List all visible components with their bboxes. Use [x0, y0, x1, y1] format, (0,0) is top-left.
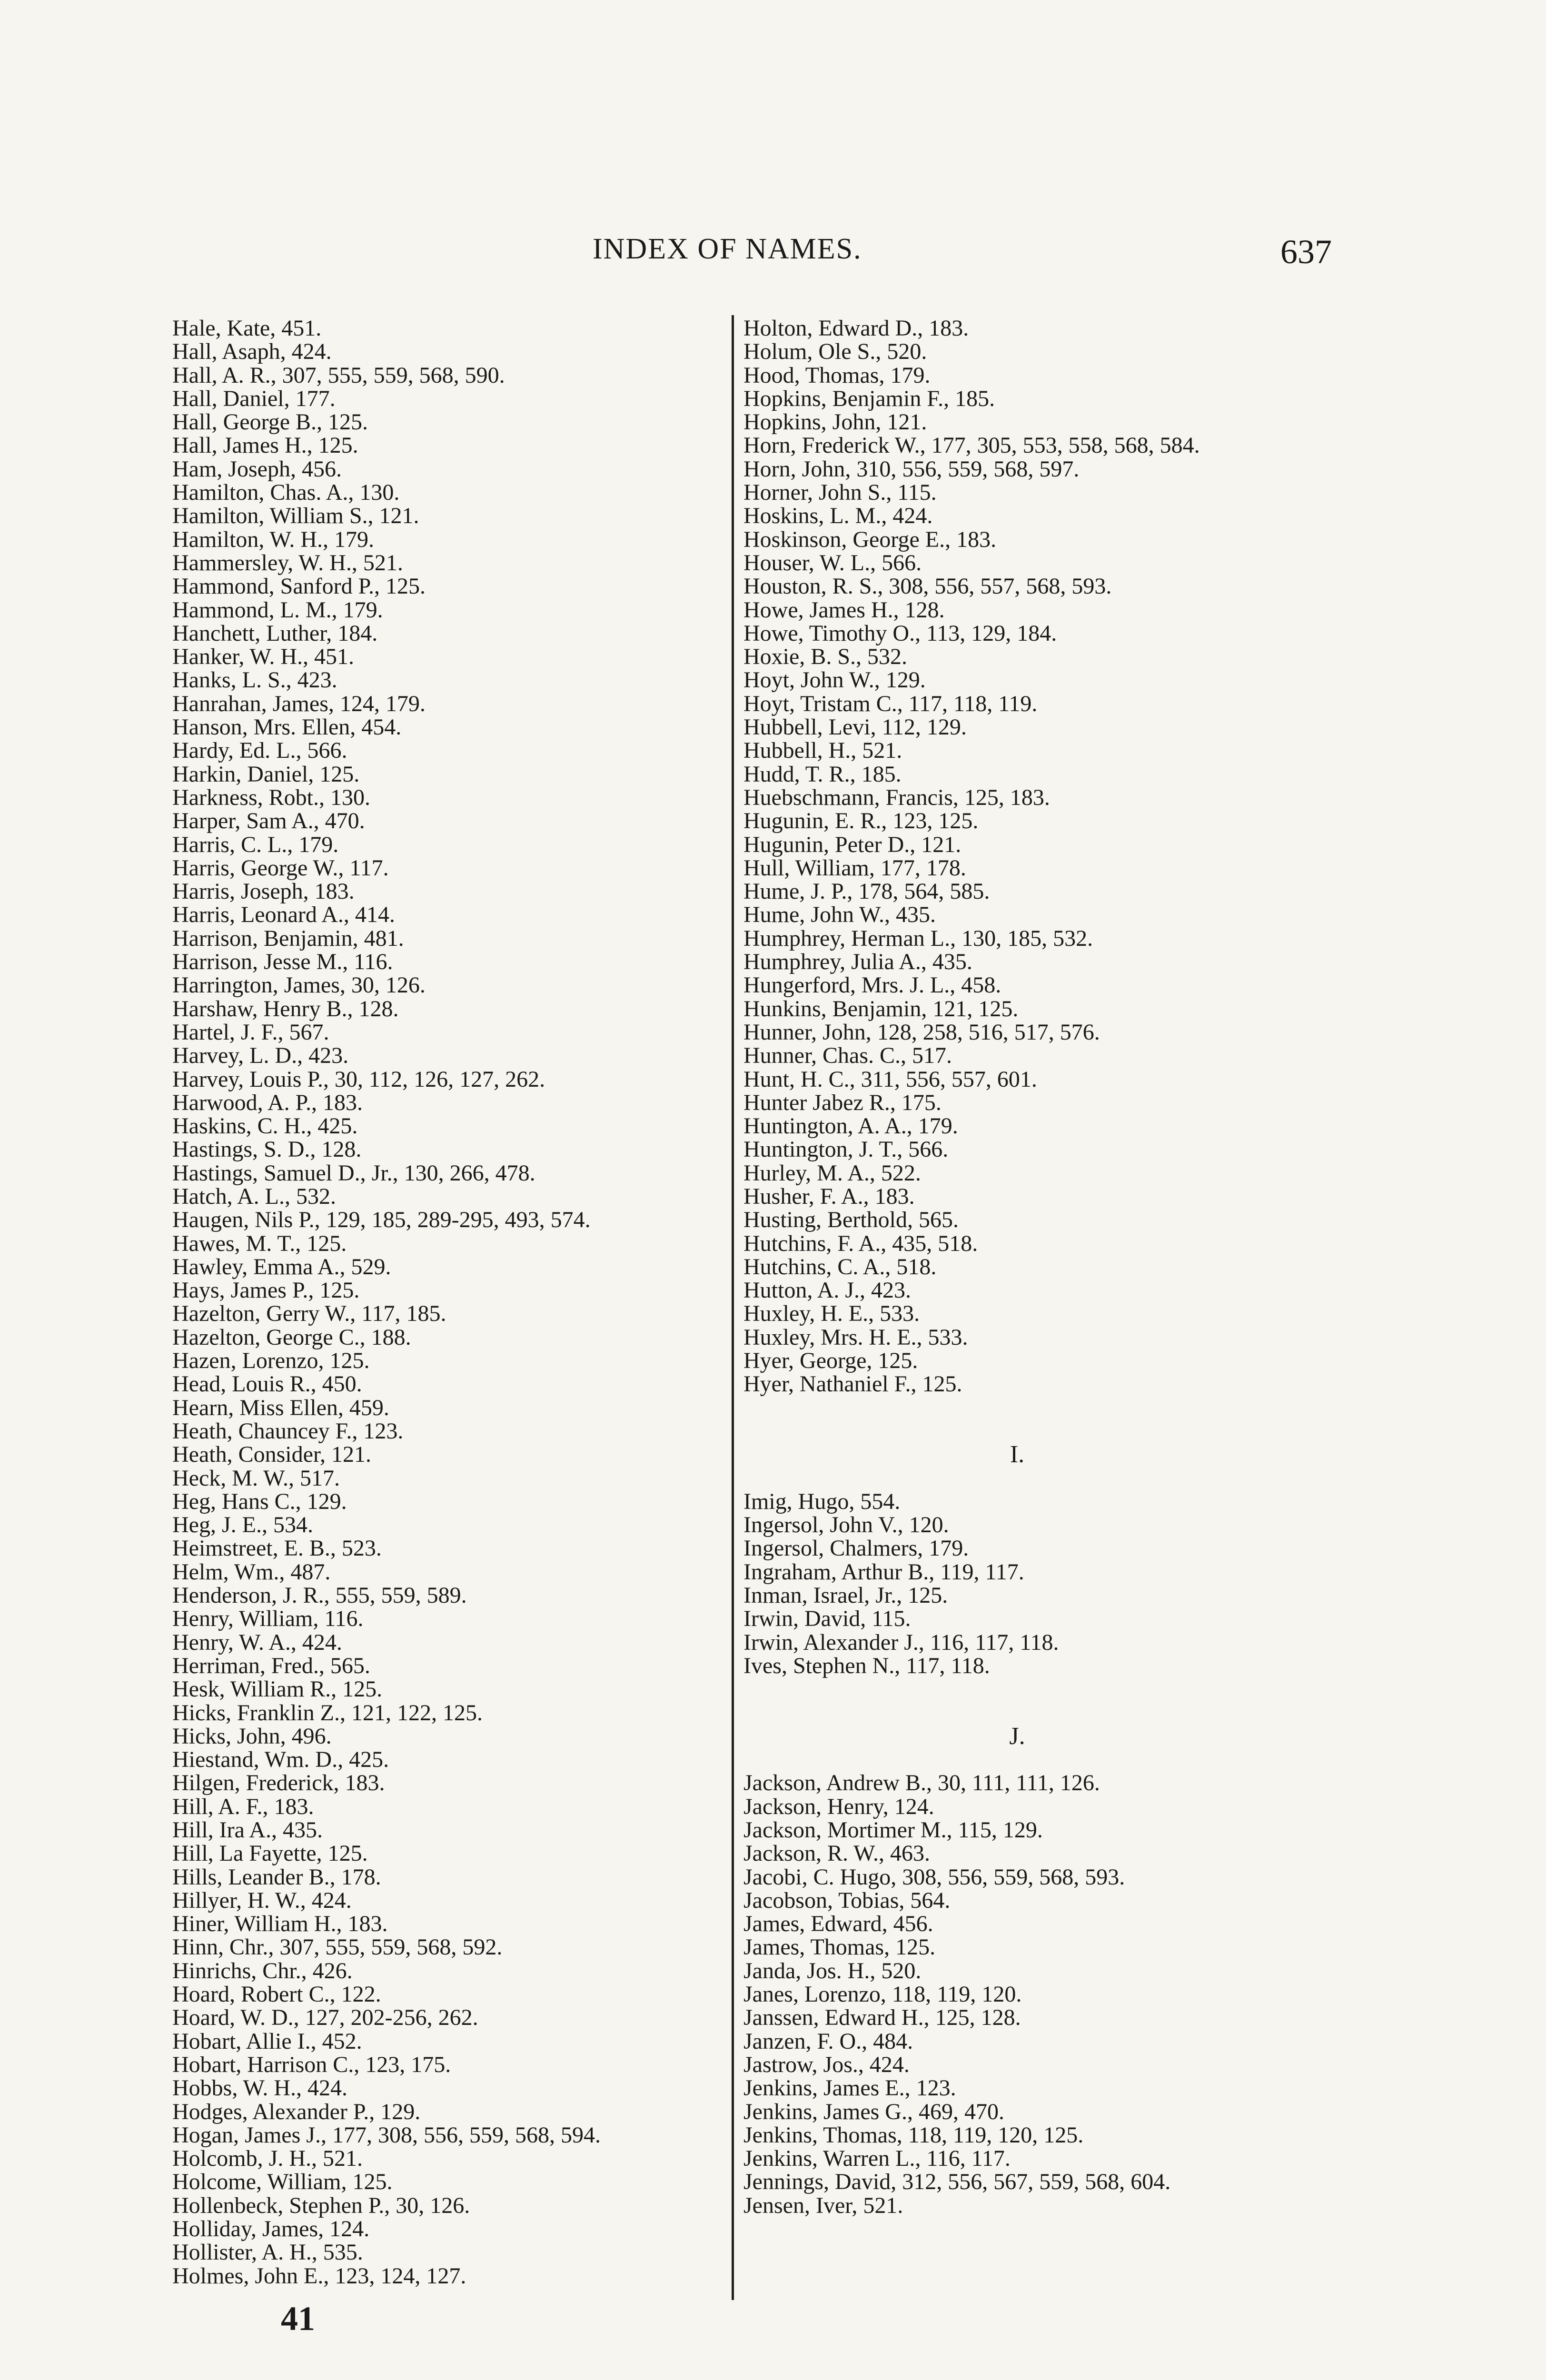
index-entry: Irwin, Alexander J., 116, 117, 118.: [743, 1629, 1059, 1655]
index-entry: Huxley, Mrs. H. E., 533.: [743, 1324, 968, 1350]
index-entry: Husting, Berthold, 565.: [743, 1207, 959, 1233]
index-entry: Huntington, J. T., 566.: [743, 1137, 949, 1162]
index-entry: Heg, Hans C., 129.: [172, 1488, 347, 1514]
index-entry: Hodges, Alexander P., 129.: [172, 2099, 421, 2124]
index-entry: Hillyer, H. W., 424.: [172, 1887, 352, 1913]
index-entry: Harper, Sam A., 470.: [172, 808, 365, 834]
index-entry: Hunkins, Benjamin, 121, 125.: [743, 996, 1019, 1021]
index-entry: Holum, Ole S., 520.: [743, 339, 927, 365]
index-entry: Ingraham, Arthur B., 119, 117.: [743, 1559, 1024, 1585]
index-entry: Hill, A. F., 183.: [172, 1794, 314, 1819]
index-entry: Humphrey, Julia A., 435.: [743, 949, 972, 975]
index-entry: Huebschmann, Francis, 125, 183.: [743, 784, 1050, 810]
index-entry: Heg, J. E., 534.: [172, 1512, 313, 1538]
index-entry: Hicks, Franklin Z., 121, 122, 125.: [172, 1700, 483, 1726]
index-entry: Hartel, J. F., 567.: [172, 1019, 329, 1045]
index-entry: Helm, Wm., 487.: [172, 1559, 331, 1585]
index-entry: Harwood, A. P., 183.: [172, 1090, 363, 1115]
left-column: [172, 317, 720, 2288]
index-entry: Hoxie, B. S., 532.: [743, 644, 908, 670]
index-entry: Hazen, Lorenzo, 125.: [172, 1348, 370, 1374]
index-entry: Harvey, L. D., 423.: [172, 1043, 349, 1069]
index-entry: Hood, Thomas, 179.: [743, 362, 931, 388]
index-entry: Horner, John S., 115.: [743, 480, 937, 506]
index-entry: Heck, M. W., 517.: [172, 1465, 340, 1491]
index-entry: Hutchins, C. A., 518.: [743, 1254, 937, 1279]
index-entry: Hoskinson, George E., 183.: [743, 526, 997, 552]
index-entry: Janzen, F. O., 484.: [743, 2028, 913, 2054]
index-entry: Harrison, Benjamin, 481.: [172, 925, 404, 951]
index-entry: Hunter Jabez R., 175.: [743, 1090, 941, 1115]
index-entry: Jenkins, James E., 123.: [743, 2075, 956, 2101]
index-entry: Hopkins, John, 121.: [743, 409, 927, 435]
index-entry: Holcomb, J. H., 521.: [172, 2146, 363, 2172]
index-entry: Harris, C. L., 179.: [172, 832, 339, 857]
index-entry: Holton, Edward D., 183.: [743, 316, 969, 341]
index-entry: Horn, John, 310, 556, 559, 568, 597.: [743, 456, 1080, 482]
index-entry: Hicks, John, 496.: [172, 1723, 332, 1749]
index-entry: Henry, William, 116.: [172, 1606, 364, 1632]
index-entry: Hugunin, E. R., 123, 125.: [743, 808, 979, 834]
index-entry: Howe, Timothy O., 113, 129, 184.: [743, 620, 1057, 646]
index-entry: James, Thomas, 125.: [743, 1934, 936, 1960]
index-entry: Jacobi, C. Hugo, 308, 556, 559, 568, 593.: [743, 1864, 1125, 1890]
index-entry: Hastings, S. D., 128.: [172, 1137, 362, 1162]
index-entry: Hoyt, Tristam C., 117, 118, 119.: [743, 691, 1038, 716]
index-entry: Hubbell, Levi, 112, 129.: [743, 714, 967, 740]
index-entry: Herriman, Fred., 565.: [172, 1653, 370, 1678]
index-entry: Hastings, Samuel D., Jr., 130, 266, 478.: [172, 1160, 535, 1186]
index-entry: Hubbell, H., 521.: [743, 738, 902, 764]
index-entry: Hurley, M. A., 522.: [743, 1160, 921, 1186]
index-entry: Hobart, Harrison C., 123, 175.: [172, 2052, 451, 2077]
index-entry: Hills, Leander B., 178.: [172, 1864, 381, 1890]
index-entry: Hunt, H. C., 311, 556, 557, 601.: [743, 1066, 1037, 1092]
index-entry: Hall, Daniel, 177.: [172, 386, 336, 411]
index-entry: Irwin, David, 115.: [743, 1606, 911, 1632]
index-entry: Jenkins, James G., 469, 470.: [743, 2099, 1004, 2124]
index-entry: Hinn, Chr., 307, 555, 559, 568, 592.: [172, 1934, 503, 1960]
index-entry: Hazelton, George C., 188.: [172, 1324, 411, 1350]
index-entry: Harris, Joseph, 183.: [172, 879, 355, 904]
index-entry: Jennings, David, 312, 556, 567, 559, 568, 604.: [743, 2169, 1171, 2195]
index-entry: Hoskins, L. M., 424.: [743, 503, 933, 529]
index-entry: Hungerford, Mrs. J. L., 458.: [743, 972, 1001, 998]
index-entry: Hammersley, W. H., 521.: [172, 550, 403, 575]
index-entry: Hamilton, William S., 121.: [172, 503, 419, 529]
index-entry: Holcome, William, 125.: [172, 2169, 393, 2195]
index-entry: Ingersol, John V., 120.: [743, 1512, 949, 1538]
index-entry: Hume, John W., 435.: [743, 902, 936, 928]
index-entry: Hoard, W. D., 127, 202-256, 262.: [172, 2005, 478, 2031]
index-entry: Henry, W. A., 424.: [172, 1629, 342, 1655]
index-entry: Hammond, L. M., 179.: [172, 597, 383, 623]
signature-mark: 41: [281, 2300, 315, 2338]
index-entry: Head, Louis R., 450.: [172, 1371, 362, 1397]
index-entry: Hutchins, F. A., 435, 518.: [743, 1230, 978, 1256]
index-entry: Ives, Stephen N., 117, 118.: [743, 1653, 990, 1678]
right-column: [743, 317, 1477, 2217]
section-spacer: [743, 1467, 1477, 1490]
index-entry: Hanchett, Luther, 184.: [172, 620, 378, 646]
index-entry: Hamilton, Chas. A., 130.: [172, 480, 400, 506]
index-entry: Hammond, Sanford P., 125.: [172, 574, 426, 599]
index-entry: Hamilton, W. H., 179.: [172, 526, 375, 552]
index-entry: Hawes, M. T., 125.: [172, 1230, 347, 1256]
index-entry: Hearn, Miss Ellen, 459.: [172, 1395, 389, 1420]
index-entry: Hall, George B., 125.: [172, 409, 368, 435]
index-entry: Harrington, James, 30, 126.: [172, 972, 426, 998]
index-entry: Hopkins, Benjamin F., 185.: [743, 386, 995, 411]
index-entry: Hill, La Fayette, 125.: [172, 1841, 368, 1866]
index-entry: Janda, Jos. H., 520.: [743, 1958, 922, 1983]
section-spacer: [743, 1748, 1477, 1771]
index-entry: Hanks, L. S., 423.: [172, 667, 337, 693]
column-divider: [732, 315, 734, 2300]
index-entry: Hollister, A. H., 535.: [172, 2240, 363, 2265]
index-entry: Jackson, Andrew B., 30, 111, 111, 126.: [743, 1770, 1100, 1796]
index-entry: Hiner, William H., 183.: [172, 1911, 388, 1937]
index-entry: Holmes, John E., 123, 124, 127.: [172, 2263, 466, 2289]
index-entry: Hale, Kate, 451.: [172, 316, 322, 341]
index-entry: Hazelton, Gerry W., 117, 185.: [172, 1301, 446, 1327]
section-spacer: [743, 1701, 1477, 1725]
index-entry: Hanker, W. H., 451.: [172, 644, 355, 670]
index-entry: Hudd, T. R., 185.: [743, 761, 902, 787]
index-entry: Jackson, R. W., 463.: [743, 1841, 931, 1866]
index-entry: Imig, Hugo, 554.: [743, 1488, 901, 1514]
section-spacer: [743, 1677, 1477, 1701]
index-entry: Humphrey, Herman L., 130, 185, 532.: [743, 925, 1093, 951]
index-entry: Hall, Asaph, 424.: [172, 339, 332, 365]
index-entry: Haskins, C. H., 425.: [172, 1113, 358, 1139]
index-entry: Hume, J. P., 178, 564, 585.: [743, 879, 990, 904]
page-title: INDEX OF NAMES.: [593, 233, 862, 265]
section-heading-j: J.: [1009, 1722, 1025, 1750]
index-entry: Harvey, Louis P., 30, 112, 126, 127, 262.: [172, 1066, 545, 1092]
index-entry: Hunner, Chas. C., 517.: [743, 1043, 952, 1069]
index-entry: Howe, James H., 128.: [743, 597, 945, 623]
index-entry: Ingersol, Chalmers, 179.: [743, 1536, 969, 1561]
index-entry: Hays, James P., 125.: [172, 1278, 360, 1303]
index-entry: Hull, William, 177, 178.: [743, 855, 966, 881]
section-heading-i: I.: [1010, 1441, 1025, 1468]
index-entry: Houser, W. L., 566.: [743, 550, 922, 575]
index-entry: Houston, R. S., 308, 556, 557, 568, 593.: [743, 574, 1112, 599]
index-entry: Henderson, J. R., 555, 559, 589.: [172, 1583, 467, 1608]
section-spacer: [743, 1419, 1477, 1443]
index-entry: Hugunin, Peter D., 121.: [743, 832, 961, 857]
index-entry: Hoard, Robert C., 122.: [172, 1982, 381, 2007]
index-entry: Jastrow, Jos., 424.: [743, 2052, 910, 2077]
index-entry: Hardy, Ed. L., 566.: [172, 738, 347, 764]
index-entry: Hatch, A. L., 532.: [172, 1183, 336, 1209]
index-entry: Hyer, George, 125.: [743, 1348, 918, 1374]
index-entry: Hall, James H., 125.: [172, 433, 358, 458]
index-entry: Hill, Ira A., 435.: [172, 1817, 323, 1843]
index-entry: Janes, Lorenzo, 118, 119, 120.: [743, 1982, 1022, 2007]
index-entry: Hinrichs, Chr., 426.: [172, 1958, 353, 1983]
index-entry: Husher, F. A., 183.: [743, 1183, 915, 1209]
index-entry: Hobbs, W. H., 424.: [172, 2075, 348, 2101]
index-entry: Hogan, James J., 177, 308, 556, 559, 568, 594.: [172, 2122, 601, 2148]
index-entry: Hobart, Allie I., 452.: [172, 2028, 362, 2054]
index-entry: Jensen, Iver, 521.: [743, 2192, 903, 2218]
index-entry: Harshaw, Henry B., 128.: [172, 996, 399, 1021]
index-entry: Hoyt, John W., 129.: [743, 667, 926, 693]
index-entry: Hiestand, Wm. D., 425.: [172, 1747, 389, 1773]
index-entry: Hanrahan, James, 124, 179.: [172, 691, 426, 716]
index-entry: Harkin, Daniel, 125.: [172, 761, 360, 787]
section-spacer: [743, 1396, 1477, 1419]
index-entry: Hall, A. R., 307, 555, 559, 568, 590.: [172, 362, 505, 388]
index-entry: Jenkins, Warren L., 116, 117.: [743, 2146, 1011, 2172]
index-entry: Heath, Consider, 121.: [172, 1442, 372, 1468]
index-entry: Hesk, William R., 125.: [172, 1676, 383, 1702]
page-number: 637: [1280, 233, 1332, 271]
index-entry: Haugen, Nils P., 129, 185, 289-295, 493, 574.: [172, 1207, 591, 1233]
index-entry: Hutton, A. J., 423.: [743, 1278, 912, 1303]
index-entry: Harris, Leonard A., 414.: [172, 902, 395, 928]
index-entry: Hanson, Mrs. Ellen, 454.: [172, 714, 402, 740]
index-entry: Harkness, Robt., 130.: [172, 784, 370, 810]
index-entry: Huntington, A. A., 179.: [743, 1113, 958, 1139]
index-entry: Heimstreet, E. B., 523.: [172, 1536, 382, 1561]
index-entry: Jacobson, Tobias, 564.: [743, 1887, 951, 1913]
index-entry: Huxley, H. E., 533.: [743, 1301, 920, 1327]
index-entry: Jackson, Henry, 124.: [743, 1794, 934, 1819]
index-entry: Hawley, Emma A., 529.: [172, 1254, 391, 1279]
index-entry: Ham, Joseph, 456.: [172, 456, 342, 482]
index-entry: Harrison, Jesse M., 116.: [172, 949, 393, 975]
index-entry: Hyer, Nathaniel F., 125.: [743, 1371, 962, 1397]
index-entry: Inman, Israel, Jr., 125.: [743, 1583, 948, 1608]
index-entry: Janssen, Edward H., 125, 128.: [743, 2005, 1021, 2031]
index-entry: Harris, George W., 117.: [172, 855, 389, 881]
index-entry: Horn, Frederick W., 177, 305, 553, 558, 568, 584.: [743, 433, 1200, 458]
index-entry: Hunner, John, 128, 258, 516, 517, 576.: [743, 1019, 1100, 1045]
index-entry: Hilgen, Frederick, 183.: [172, 1770, 385, 1796]
index-entry: Jenkins, Thomas, 118, 119, 120, 125.: [743, 2122, 1084, 2148]
index-entry: James, Edward, 456.: [743, 1911, 933, 1937]
index-entry: Holliday, James, 124.: [172, 2216, 370, 2242]
index-entry: Heath, Chauncey F., 123.: [172, 1418, 404, 1444]
index-entry: Hollenbeck, Stephen P., 30, 126.: [172, 2192, 470, 2218]
index-entry: Jackson, Mortimer M., 115, 129.: [743, 1817, 1043, 1843]
